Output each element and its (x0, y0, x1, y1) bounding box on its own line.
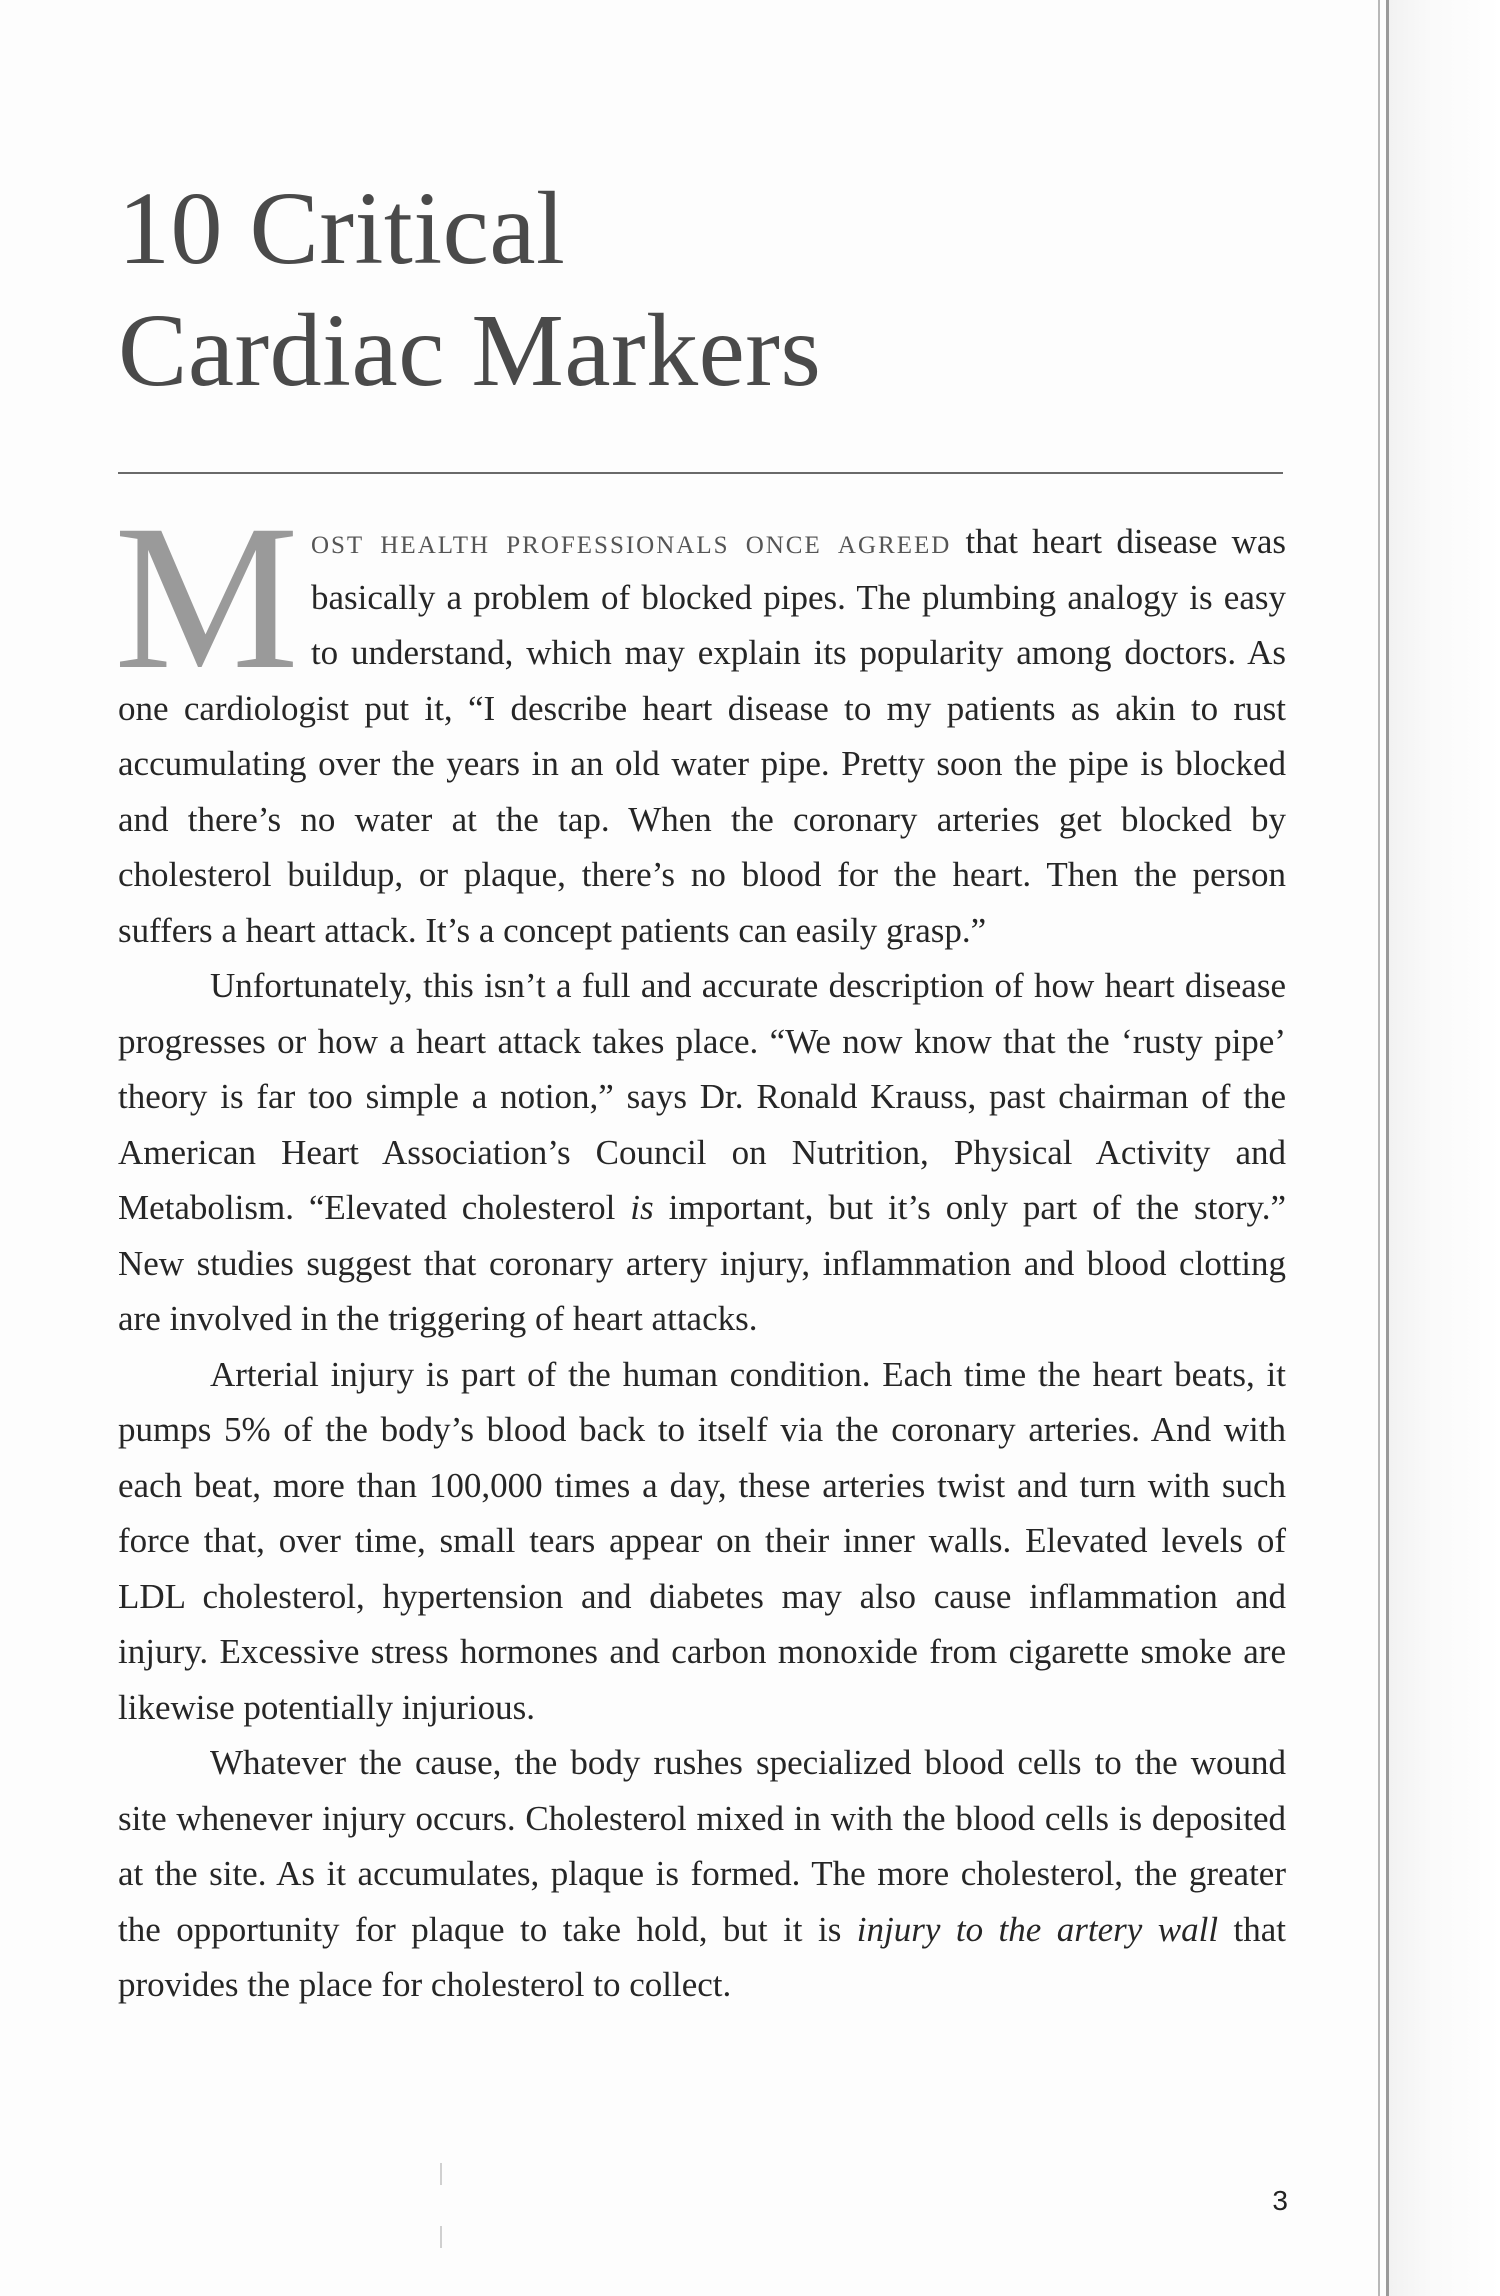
scan-artifact-mark (440, 2226, 442, 2248)
chapter-title-line-2: Cardiac Markers (118, 293, 822, 408)
binding-shadow (1389, 0, 1500, 2296)
paragraph-2-italic: is (630, 1188, 654, 1227)
chapter-title (118, 168, 1268, 412)
paragraph-2-text-a: Unfortunately, this isn’t a full and accurate description of how heart disease progresses or how a heart attack takes place. “We now know that the ‘rusty pipe’ theory is far too simple a notion,” says Dr. Ronald Krauss, past chairman of the American Heart Association’s Council on Nutrition, Physical Activity and Metabolism. “Elevated cholesterol (118, 966, 1286, 1227)
binding-edge-line (1386, 0, 1389, 2296)
paragraph-2 (118, 958, 1286, 1347)
page-number: 3 (1272, 2185, 1288, 2216)
smallcaps-opening: ost health professionals once agreed (310, 522, 952, 561)
drop-cap: M (114, 482, 299, 712)
paragraph-4-text-a: Whatever the cause, the body rushes specialized blood cells to the wound site whenever injury occurs. Cholesterol mixed in with the blood cells is deposited at the site. As it accumulates, plaque is formed. The more cholesterol, the greater the opportunity for plaque to take hold, but it is (118, 1743, 1286, 1949)
chapter-title-line-1: 10 Critical (118, 171, 566, 286)
paragraph-2-text-b: important, but it’s only part of the story.” New studies suggest that coronary artery injury, inflammation and blood clotting are involved in the triggering of heart attacks. (118, 1188, 1287, 1338)
chapter-body (114, 482, 1287, 2013)
paragraph-3: Arterial injury is part of the human condition. Each time the heart beats, it pumps 5% of the body’s blood back to itself via the coronary arteries. And with each beat, more than 100,000 times a day, these arteries twist and turn with such force that, over time, small tears appear on their inner walls. Elevated levels of LDL cholesterol, hypertension and diabetes may also cause inflammation and injury. Excessive stress hormones and carbon monoxide from cigarette smoke are likewise potentially injurious. (118, 1354, 1286, 1727)
paragraph-4-text-b: that provides the place for cholesterol to collect. (118, 1909, 1287, 2004)
scan-artifact-mark (440, 2163, 442, 2185)
paragraph-4-italic: injury to the artery wall (856, 1909, 1219, 1949)
paragraph-1 (114, 482, 1287, 958)
binding-edge-line (1378, 0, 1380, 2296)
title-divider (118, 472, 1283, 474)
paragraph-4 (118, 1735, 1286, 2013)
paragraph-1-text: that heart disease was basically a problem of blocked pipes. The plumbing analogy is easy to understand, which may explain its popularity among doctors. As one cardiologist put it, “I describe heart disease to my patients as akin to rust accumulating over the years in an old water pipe. Pretty soon the pipe is blocked and there’s no water at the tap. When the coronary arteries get blocked by cholesterol buildup, or plaque, there’s no blood for the heart. Then the person suffers a heart attack. It’s a concept patients can easily grasp.” (118, 522, 1287, 950)
